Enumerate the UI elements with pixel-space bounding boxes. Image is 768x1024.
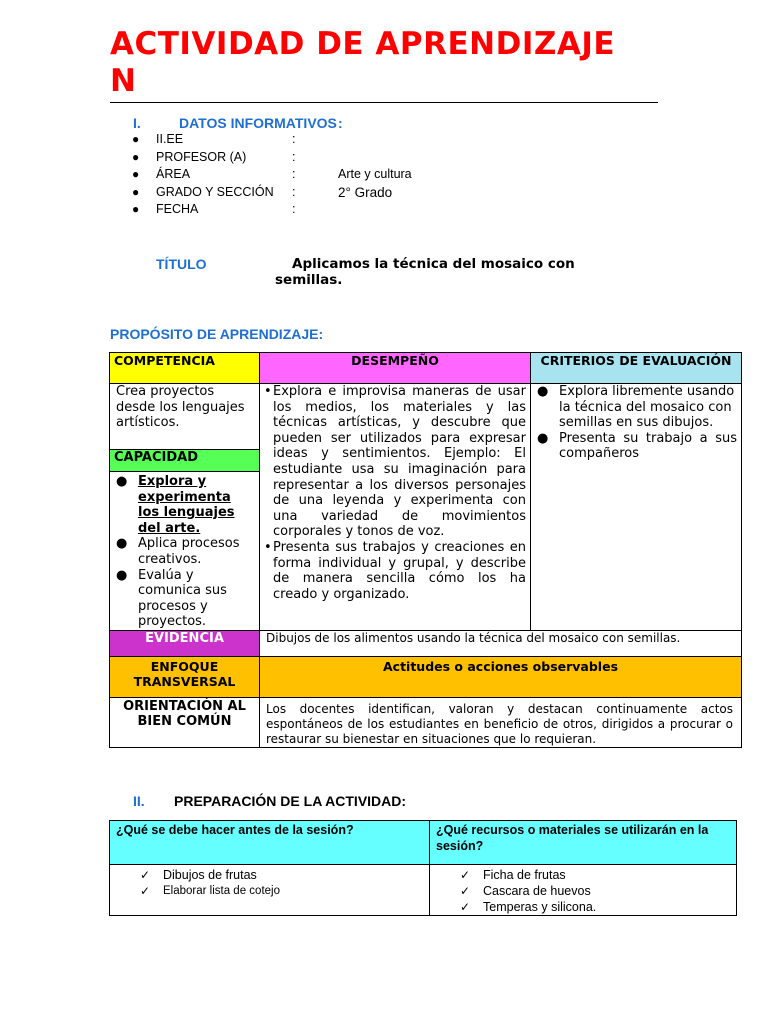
info-value: Arte y cultura xyxy=(338,167,412,182)
list-item: ✓ Elaborar lista de cotejo xyxy=(140,884,280,898)
titulo-label: TÍTULO xyxy=(156,256,207,272)
enfoque-row xyxy=(110,656,742,697)
title-divider xyxy=(110,102,658,103)
check-icon: ✓ xyxy=(460,884,471,898)
bullet-icon: • xyxy=(264,384,272,399)
check-icon: ✓ xyxy=(460,900,471,914)
info-value: 2° Grado xyxy=(338,184,393,200)
desempeno-item: • Explora e improvisa maneras de usar los medios, los materiales y las técnicas artísticas, y descubre que pueden ser utilizados para expresar ideas y sentimientos. Ejemplo: El estudiante usa su imaginación para representar a los diversos personajes de una leyenda y experimenta con una variedad de movimientos corporales y tonos de voz. xyxy=(264,384,526,540)
recursos-header: ¿Qué recursos o materiales se utilizarán en la sesión? xyxy=(430,821,737,865)
enfoque-label: ENFOQUE TRANSVERSAL xyxy=(110,656,260,697)
info-colon: : xyxy=(292,202,296,217)
desempeno-item: • Presenta sus trabajos y creaciones en forma individual y grupal, y describe de manera sencilla cómo los ha creado y organizado. xyxy=(264,539,526,602)
info-row-iiee xyxy=(132,131,452,149)
recursos-list xyxy=(430,867,736,915)
info-label: GRADO Y SECCIÓN xyxy=(156,184,274,199)
bullet-icon: ● xyxy=(116,536,128,552)
bullet-icon: ● xyxy=(132,132,140,146)
datos-informativos-heading xyxy=(133,115,343,131)
info-row-area xyxy=(132,166,452,184)
antes-sesion-list xyxy=(110,867,429,899)
info-row-fecha xyxy=(132,201,452,219)
check-icon: ✓ xyxy=(140,868,151,882)
bullet-icon: ● xyxy=(537,430,549,446)
actitudes-label: Actitudes o acciones observables xyxy=(260,656,742,697)
evidencia-row xyxy=(110,630,742,656)
evidencia-label: EVIDENCIA xyxy=(110,630,260,656)
bullet-icon: ● xyxy=(116,567,128,583)
bullet-icon: • xyxy=(264,539,272,555)
bullet-icon: ● xyxy=(132,202,140,217)
section-label: PREPARACIÓN DE LA ACTIVIDAD: xyxy=(174,793,407,809)
antes-sesion-cell xyxy=(110,865,430,916)
recursos-cell xyxy=(430,865,737,916)
criterio-item: ● Explora libremente usando la técnica del mosaico con semillas en sus dibujos. xyxy=(537,384,735,431)
check-icon: ✓ xyxy=(140,884,151,898)
competencia-header: COMPETENCIA xyxy=(110,353,260,384)
info-row-profesor xyxy=(132,149,452,167)
list-item: ✓ Cascara de huevos xyxy=(460,884,591,898)
proposito-table xyxy=(109,352,742,748)
document-title-line1: ACTIVIDAD DE APRENDIZAJE xyxy=(110,26,616,62)
info-label: ÁREA xyxy=(156,167,191,182)
competencia-cell: Crea proyectos desde los lenguajes artísticos. xyxy=(110,384,260,450)
preparacion-table xyxy=(109,820,737,916)
proposito-header-row xyxy=(110,353,742,384)
capacidad-header: CAPACIDAD xyxy=(110,450,260,472)
list-item: ✓ Ficha de frutas xyxy=(460,868,566,882)
proposito-heading: PROPÓSITO DE APRENDIZAJE: xyxy=(110,326,324,342)
section-label: DATOS INFORMATIVOS xyxy=(179,115,337,131)
info-colon: : xyxy=(292,132,296,146)
document-title-line2: N xyxy=(110,63,137,99)
preparacion-body-row xyxy=(110,865,737,916)
info-colon: : xyxy=(292,184,296,199)
bullet-icon: ● xyxy=(116,474,128,489)
preparacion-heading xyxy=(133,793,407,811)
section-colon: : xyxy=(338,115,343,131)
info-label: PROFESOR (A) xyxy=(156,149,247,164)
document-title xyxy=(110,26,670,100)
desempeno-list xyxy=(264,384,526,602)
info-row-grado xyxy=(132,184,452,202)
capacidad-item: ● Aplica procesos creativos. xyxy=(116,536,240,567)
list-item: ✓ Temperas y silicona. xyxy=(460,900,597,914)
criterio-item: ● Presenta su trabajo a sus compañeros xyxy=(537,430,737,462)
capacidad-item: ● Explora y experimenta los lenguajes del arte. xyxy=(116,474,235,536)
bullet-icon: ● xyxy=(132,149,140,164)
bullet-icon: ● xyxy=(132,167,140,182)
bullet-icon: ● xyxy=(132,184,140,199)
bullet-icon: ● xyxy=(537,384,549,399)
criterios-header: CRITERIOS DE EVALUACIÓN xyxy=(531,353,742,384)
desempeno-header: DESEMPEÑO xyxy=(260,353,531,384)
orientacion-text: Los docentes identifican, valoran y destacan continuamente actos espontáneos de los estudiantes en beneficio de otros, dirigidos a procurar o restaurar su bienestar en situaciones que lo requieran. xyxy=(260,697,742,747)
capacidad-item: ● Evalúa y comunica sus procesos y proyectos. xyxy=(116,567,227,630)
criterios-cell xyxy=(531,384,742,631)
titulo-text: Aplicamos la técnica del mosaico con semillas. xyxy=(275,256,575,288)
desempeno-cell xyxy=(260,384,531,631)
orientacion-row xyxy=(110,697,742,747)
preparacion-header-row xyxy=(110,821,737,865)
criterios-list xyxy=(535,384,737,462)
info-label: II.EE xyxy=(156,132,184,146)
capacidades-cell xyxy=(110,472,260,631)
antes-sesion-header: ¿Qué se debe hacer antes de la sesión? xyxy=(110,821,430,865)
list-item: ✓ Dibujos de frutas xyxy=(140,868,257,882)
orientacion-label: ORIENTACIÓN AL BIEN COMÚN xyxy=(110,697,260,747)
competencia-row xyxy=(110,384,742,450)
evidencia-text: Dibujos de los alimentos usando la técnica del mosaico con semillas. xyxy=(260,630,742,656)
info-label: FECHA xyxy=(156,202,199,217)
section-number: II. xyxy=(133,793,145,809)
info-colon: : xyxy=(292,149,296,164)
check-icon: ✓ xyxy=(460,868,471,882)
datos-informativos-list xyxy=(132,131,452,219)
capacidades-list xyxy=(114,474,255,630)
section-number: I. xyxy=(133,115,141,131)
info-colon: : xyxy=(292,167,296,182)
